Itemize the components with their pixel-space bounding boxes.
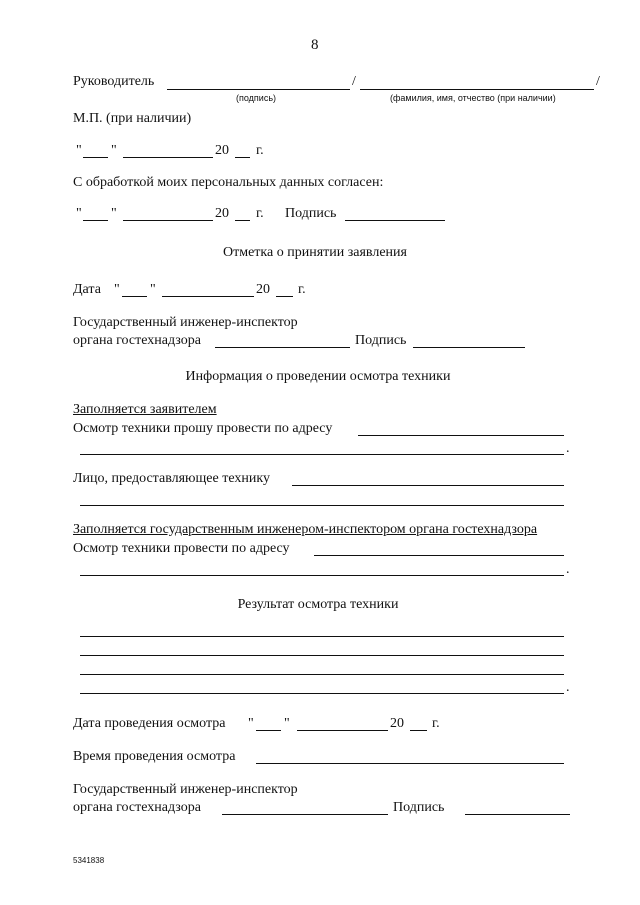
- day-line[interactable]: [83, 157, 108, 158]
- address-line[interactable]: [358, 435, 564, 436]
- month-line[interactable]: [123, 157, 213, 158]
- result-title: Результат осмотра техники: [237, 597, 399, 612]
- seal-label: М.П. (при наличии): [73, 111, 192, 126]
- inspector-label: Государственный инженер-инспектор: [73, 782, 298, 797]
- year-line[interactable]: [276, 296, 293, 297]
- inspector-label: Государственный инженер-инспектор: [73, 315, 298, 330]
- inspection-time-line[interactable]: [256, 763, 564, 764]
- consent-text: С обработкой моих персональных данных согласен:: [73, 175, 384, 190]
- result-line-2[interactable]: [80, 655, 564, 656]
- slash: /: [352, 74, 356, 89]
- day-line[interactable]: [83, 220, 108, 221]
- provider-line-2[interactable]: [80, 505, 564, 506]
- month-line[interactable]: [162, 296, 254, 297]
- period: .: [566, 680, 570, 695]
- inspection-info-title: Информация о проведении осмотра техники: [185, 369, 451, 384]
- page-number: 8: [311, 37, 319, 53]
- year-prefix: 20: [215, 206, 229, 221]
- inspection-date-label: Дата проведения осмотра: [73, 716, 226, 731]
- caption-name: (фамилия, имя, отчество (при наличии): [390, 93, 556, 103]
- provider-label: Лицо, предоставляющее технику: [73, 471, 270, 486]
- quote-close: ": [150, 282, 156, 297]
- year-line[interactable]: [235, 220, 250, 221]
- head-name-line[interactable]: [360, 89, 594, 90]
- inspection-time-label: Время проведения осмотра: [73, 749, 236, 764]
- head-signature-line[interactable]: [167, 89, 350, 90]
- signature-line[interactable]: [345, 220, 445, 221]
- year-suffix: г.: [256, 206, 264, 221]
- year-suffix: г.: [256, 143, 264, 158]
- signature-label: Подпись: [285, 206, 337, 221]
- result-line-4[interactable]: [80, 693, 564, 694]
- inspector-name-line[interactable]: [222, 814, 388, 815]
- period: .: [566, 441, 570, 456]
- result-line-1[interactable]: [80, 636, 564, 637]
- slash: /: [596, 74, 600, 89]
- day-line[interactable]: [122, 296, 147, 297]
- signature-line[interactable]: [465, 814, 570, 815]
- signature-label: Подпись: [393, 800, 445, 815]
- period: .: [566, 562, 570, 577]
- result-line-3[interactable]: [80, 674, 564, 675]
- address-line-2[interactable]: [80, 454, 564, 455]
- year-line[interactable]: [410, 730, 427, 731]
- year-line[interactable]: [235, 157, 250, 158]
- month-line[interactable]: [297, 730, 388, 731]
- quote-close: ": [284, 716, 290, 731]
- head-label: Руководитель: [73, 74, 155, 89]
- year-prefix: 20: [256, 282, 270, 297]
- receipt-title: Отметка о принятии заявления: [223, 245, 407, 260]
- inspector-org-label: органа гостехнадзора: [73, 800, 201, 815]
- quote-open: ": [114, 282, 120, 297]
- day-line[interactable]: [256, 730, 281, 731]
- quote-open: ": [248, 716, 254, 731]
- address-conduct-label: Осмотр техники провести по адресу: [73, 541, 290, 556]
- provider-line[interactable]: [292, 485, 564, 486]
- month-line[interactable]: [123, 220, 213, 221]
- quote-open: ": [76, 206, 82, 221]
- year-suffix: г.: [432, 716, 440, 731]
- year-prefix: 20: [390, 716, 404, 731]
- document-code: 5341838: [73, 856, 105, 865]
- address-line[interactable]: [314, 555, 564, 556]
- quote-close: ": [111, 206, 117, 221]
- signature-label: Подпись: [355, 333, 407, 348]
- year-prefix: 20: [215, 143, 229, 158]
- address-line-2[interactable]: [80, 575, 564, 576]
- inspector-org-label: органа гостехнадзора: [73, 333, 201, 348]
- year-suffix: г.: [298, 282, 306, 297]
- date-label: Дата: [73, 282, 101, 297]
- signature-line[interactable]: [413, 347, 525, 348]
- address-request-label: Осмотр техники прошу провести по адресу: [73, 421, 333, 436]
- inspector-heading: Заполняется государственным инженером-инспектором органа гостехнадзора: [73, 522, 538, 537]
- applicant-heading: Заполняется заявителем: [73, 402, 217, 417]
- inspector-name-line[interactable]: [215, 347, 350, 348]
- quote-open: ": [76, 143, 82, 158]
- caption-signature: (подпись): [236, 93, 277, 103]
- quote-close: ": [111, 143, 117, 158]
